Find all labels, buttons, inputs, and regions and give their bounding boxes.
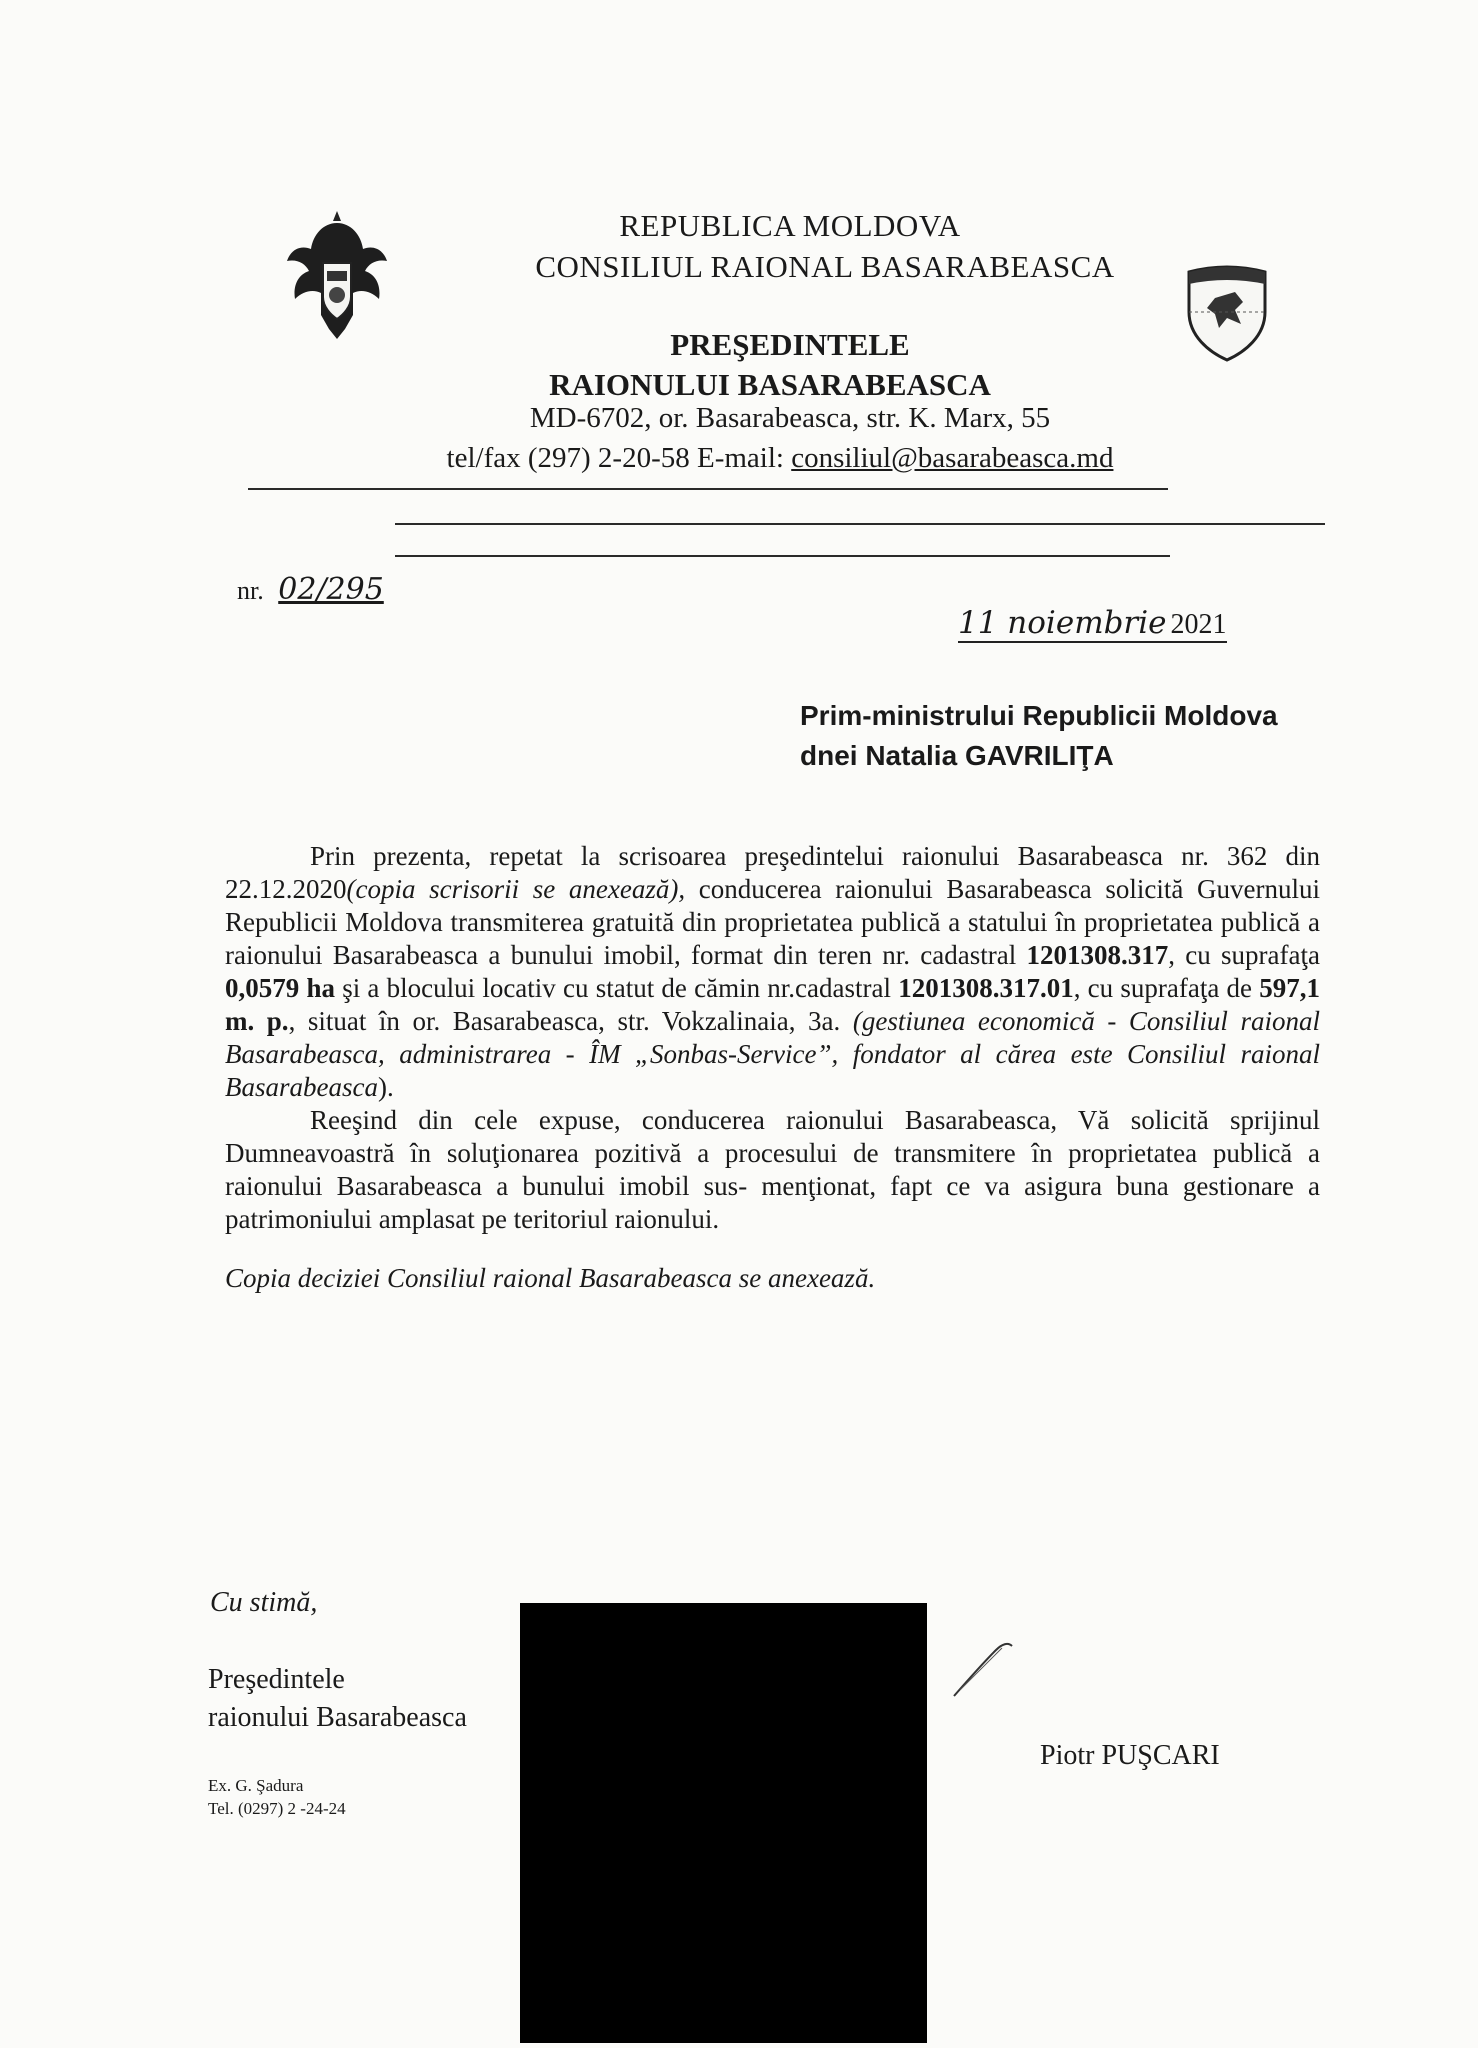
- header-rule-3: [395, 555, 1170, 557]
- header-email-link[interactable]: consiliul@basarabeasca.md: [791, 442, 1114, 474]
- body-paragraph-1: [225, 840, 1320, 1104]
- recipient-line2: dnei Natalia GAVRILIŢA: [800, 740, 1114, 771]
- header-contact: [380, 440, 1180, 476]
- p1-area-1: 0,0579 ha: [225, 973, 335, 1003]
- header-rule-2: [395, 523, 1325, 525]
- header-council: CONSILIUL RAIONAL BASARABEASCA: [535, 249, 1115, 284]
- p1-cadastral-2: 1201308.317.01: [898, 973, 1074, 1003]
- p1-cadastral-1: 1201308.317: [1026, 940, 1169, 970]
- executor-name: Ex. G. Şadura: [208, 1776, 304, 1795]
- p1-text-e: şi a blocului locativ cu statut de cămin nr.cadastral: [334, 973, 899, 1003]
- header-title-line2: RAIONULUI BASARABEASCA: [549, 367, 991, 402]
- header-address: MD-6702, or. Basarabeasca, str. K. Marx, 55: [529, 402, 1051, 434]
- moldova-coat-of-arms-icon: [283, 205, 391, 345]
- date-year: 2021: [1170, 609, 1227, 640]
- p1-area-2: 597,1 m. p.: [225, 973, 1320, 1036]
- body-paragraph-2: Reeşind din cele expuse, conducerea raionului Basarabeasca, Vă solicită sprijinul Dumneavoastră în soluţionarea pozitivă a procesului de transmitere în proprietatea publică a raionului Basarabeasca a bunului imobil sus- menţionat, fapt ce va asigura buna gestionare a patrimoniului amplasat pe teritoriul raionului.: [225, 1105, 1320, 1234]
- redacted-block: [520, 1603, 927, 2043]
- p1-text-g: , situat în or. Basarabeasca, str. Vokzalinaia, 3a.: [288, 1006, 853, 1036]
- signature-title-line1: Preşedintele: [208, 1664, 345, 1695]
- p1-management-note: (gestiunea economică - Consiliul raional Basarabeasca, administrarea - ÎM „Sonbas-Service”, fondator al cărea este Consiliul raional Basarabeasca: [225, 1006, 1320, 1102]
- recipient-line1: Prim-ministrului Republicii Moldova: [800, 700, 1278, 731]
- header-title-line1: PREŞEDINTELE: [670, 327, 910, 362]
- p1-text-i: ).: [377, 1072, 394, 1102]
- signatory-name: Piotr PUŞCARI: [1040, 1740, 1220, 1771]
- reference-nr-value: 02/295: [278, 572, 384, 607]
- header-country: REPUBLICA MOLDOVA: [619, 208, 961, 243]
- letter-date: [958, 605, 1227, 643]
- p1-attachment-note: (copia scrisorii se anexează),: [346, 874, 686, 904]
- date-handwritten: 11 noiembrie: [958, 605, 1167, 641]
- p1-text-a: Prin prezenta, repetat la scrisoarea preşedintelui raionului Basarabeasca nr. 362 din 22.12.2020: [225, 841, 1320, 904]
- p1-text-f: , cu suprafaţa de: [1073, 973, 1260, 1003]
- p1-text-d: , cu suprafaţa: [1168, 940, 1320, 970]
- header-contact-prefix: tel/fax (297) 2-20-58 E-mail:: [446, 442, 792, 474]
- signature-stroke-icon: [950, 1640, 1020, 1700]
- closing-salutation: Cu stimă,: [210, 1587, 318, 1618]
- signature-title-line2: raionului Basarabeasca: [208, 1702, 467, 1733]
- executor-phone: Tel. (0297) 2 -24-24: [208, 1799, 346, 1818]
- header-rule-1: [248, 488, 1168, 490]
- letter-body: [225, 840, 1320, 1295]
- p1-text-c: conducerea raionului Basarabeasca solicită Guvernului Republicii Moldova transmiterea gratuită din proprietatea publică a statului în proprietatea publică a raionului Basarabeasca a bunului imobil, format din teren nr. cadastral: [225, 874, 1321, 970]
- reference-nr-label: nr.: [237, 576, 264, 605]
- body-paragraph-3: Copia deciziei Consiliul raional Basarabeasca se anexează.: [225, 1263, 876, 1293]
- reference-number: [237, 572, 384, 607]
